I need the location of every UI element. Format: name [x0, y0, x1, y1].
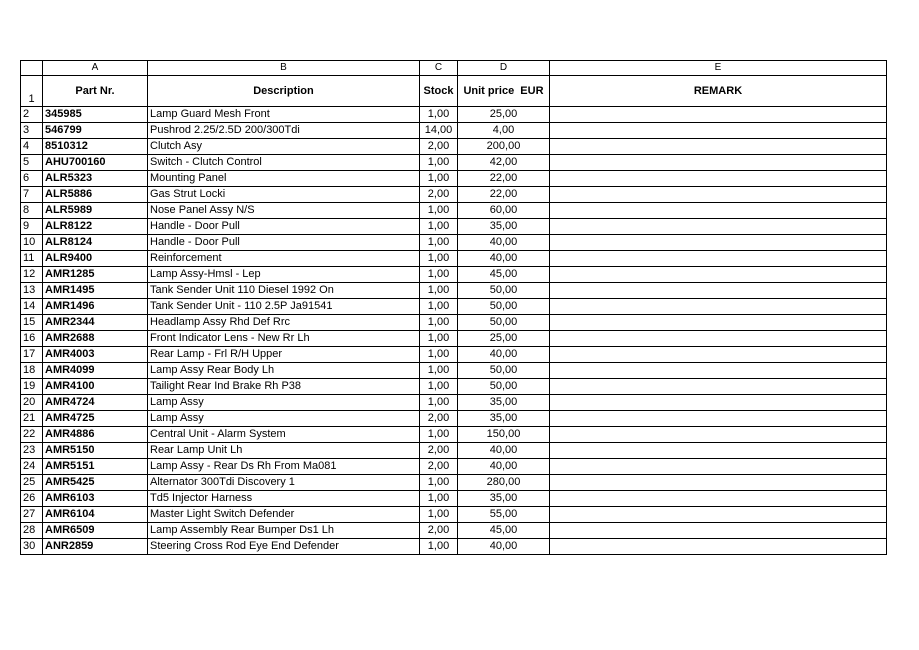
part-number-cell: ALR9400 — [43, 251, 148, 267]
stock-cell: 1,00 — [420, 203, 458, 219]
part-number-cell: ALR5989 — [43, 203, 148, 219]
row-number: 14 — [21, 299, 43, 315]
row-number: 11 — [21, 251, 43, 267]
remark-cell — [550, 187, 887, 203]
row-number: 4 — [21, 139, 43, 155]
description-cell: Front Indicator Lens - New Rr Lh — [148, 331, 420, 347]
part-number-cell: ALR5886 — [43, 187, 148, 203]
description-cell: Clutch Asy — [148, 139, 420, 155]
table-row — [21, 235, 887, 251]
description-cell: Lamp Assy Rear Body Lh — [148, 363, 420, 379]
description-cell: Rear Lamp Unit Lh — [148, 443, 420, 459]
unit-price-cell: 50,00 — [458, 315, 550, 331]
row-number: 21 — [21, 411, 43, 427]
description-cell: Lamp Assy — [148, 411, 420, 427]
column-letter-b: B — [148, 61, 420, 76]
row-number: 17 — [21, 347, 43, 363]
remark-cell — [550, 427, 887, 443]
stock-cell: 1,00 — [420, 379, 458, 395]
part-number-cell: 8510312 — [43, 139, 148, 155]
stock-header: Stock — [420, 76, 458, 107]
description-cell: Gas Strut Locki — [148, 187, 420, 203]
table-row — [21, 139, 887, 155]
table-row — [21, 219, 887, 235]
remark-cell — [550, 315, 887, 331]
row-number: 13 — [21, 283, 43, 299]
remark-cell — [550, 539, 887, 555]
description-header: Description — [148, 76, 420, 107]
part-number-cell: AMR4886 — [43, 427, 148, 443]
corner-cell — [21, 61, 43, 76]
row-number: 3 — [21, 123, 43, 139]
row-number: 9 — [21, 219, 43, 235]
remark-cell — [550, 347, 887, 363]
table-row — [21, 107, 887, 123]
remark-cell — [550, 507, 887, 523]
stock-cell: 2,00 — [420, 411, 458, 427]
table-row — [21, 491, 887, 507]
unit-price-cell: 45,00 — [458, 523, 550, 539]
description-cell: Handle - Door Pull — [148, 219, 420, 235]
table-row — [21, 187, 887, 203]
part-number-cell: AMR4003 — [43, 347, 148, 363]
part-number-cell: ALR8122 — [43, 219, 148, 235]
description-cell: Reinforcement — [148, 251, 420, 267]
part-number-cell: ANR2859 — [43, 539, 148, 555]
description-cell: Handle - Door Pull — [148, 235, 420, 251]
description-cell: Tank Sender Unit - 110 2.5P Ja91541 — [148, 299, 420, 315]
row-number: 25 — [21, 475, 43, 491]
description-cell: Steering Cross Rod Eye End Defender — [148, 539, 420, 555]
description-cell: Central Unit - Alarm System — [148, 427, 420, 443]
table-row — [21, 475, 887, 491]
table-row — [21, 283, 887, 299]
stock-cell: 1,00 — [420, 427, 458, 443]
stock-cell: 1,00 — [420, 219, 458, 235]
table-row — [21, 347, 887, 363]
description-cell: Headlamp Assy Rhd Def Rrc — [148, 315, 420, 331]
unit-price-cell: 35,00 — [458, 411, 550, 427]
description-cell: Lamp Assembly Rear Bumper Ds1 Lh — [148, 523, 420, 539]
row-number: 19 — [21, 379, 43, 395]
unit-price-cell: 35,00 — [458, 219, 550, 235]
description-cell: Rear Lamp - Frl R/H Upper — [148, 347, 420, 363]
table-row — [21, 299, 887, 315]
description-cell: Lamp Guard Mesh Front — [148, 107, 420, 123]
column-letter-e: E — [550, 61, 887, 76]
unit-price-cell: 280,00 — [458, 475, 550, 491]
table-row — [21, 123, 887, 139]
part-number-cell: ALR5323 — [43, 171, 148, 187]
column-letter-row — [21, 61, 887, 76]
stock-cell: 1,00 — [420, 491, 458, 507]
description-cell: Mounting Panel — [148, 171, 420, 187]
description-cell: Pushrod 2.25/2.5D 200/300Tdi — [148, 123, 420, 139]
row-number: 27 — [21, 507, 43, 523]
part-number-cell: AMR4099 — [43, 363, 148, 379]
remark-cell — [550, 171, 887, 187]
part-number-cell: 345985 — [43, 107, 148, 123]
remark-cell — [550, 379, 887, 395]
stock-cell: 2,00 — [420, 523, 458, 539]
description-cell: Nose Panel Assy N/S — [148, 203, 420, 219]
table-row — [21, 427, 887, 443]
unit-price-cell: 55,00 — [458, 507, 550, 523]
stock-cell: 1,00 — [420, 395, 458, 411]
row-number: 5 — [21, 155, 43, 171]
unit-price-cell: 40,00 — [458, 443, 550, 459]
table-row — [21, 363, 887, 379]
table-row — [21, 203, 887, 219]
stock-cell: 1,00 — [420, 299, 458, 315]
stock-cell: 1,00 — [420, 251, 458, 267]
row-number: 24 — [21, 459, 43, 475]
row-number: 22 — [21, 427, 43, 443]
part-number-cell: AMR5425 — [43, 475, 148, 491]
remark-cell — [550, 283, 887, 299]
stock-cell: 1,00 — [420, 171, 458, 187]
unit-price-header: Unit price EUR — [458, 76, 550, 107]
part-number-cell: AMR6104 — [43, 507, 148, 523]
table-row — [21, 443, 887, 459]
table-row — [21, 507, 887, 523]
table-row — [21, 331, 887, 347]
remark-cell — [550, 475, 887, 491]
table-row — [21, 539, 887, 555]
row-number: 30 — [21, 539, 43, 555]
remark-cell — [550, 123, 887, 139]
stock-cell: 14,00 — [420, 123, 458, 139]
stock-cell: 2,00 — [420, 443, 458, 459]
table-row — [21, 395, 887, 411]
table-row — [21, 251, 887, 267]
part-number-cell: AMR1496 — [43, 299, 148, 315]
row-number: 26 — [21, 491, 43, 507]
stock-cell: 1,00 — [420, 363, 458, 379]
part-number-cell: AHU700160 — [43, 155, 148, 171]
row-number: 20 — [21, 395, 43, 411]
unit-price-cell: 60,00 — [458, 203, 550, 219]
stock-cell: 1,00 — [420, 347, 458, 363]
part-number-cell: AMR5151 — [43, 459, 148, 475]
description-cell: Tailight Rear Ind Brake Rh P38 — [148, 379, 420, 395]
row-number: 8 — [21, 203, 43, 219]
row-number: 18 — [21, 363, 43, 379]
row-number: 15 — [21, 315, 43, 331]
remark-cell — [550, 251, 887, 267]
row-number: 28 — [21, 523, 43, 539]
part-number-cell: ALR8124 — [43, 235, 148, 251]
table-row — [21, 315, 887, 331]
part-number-cell: AMR4100 — [43, 379, 148, 395]
header-row — [21, 76, 887, 107]
remark-cell — [550, 155, 887, 171]
description-cell: Alternator 300Tdi Discovery 1 — [148, 475, 420, 491]
stock-cell: 1,00 — [420, 475, 458, 491]
row-number: 10 — [21, 235, 43, 251]
table-row — [21, 523, 887, 539]
part-number-cell: AMR6103 — [43, 491, 148, 507]
remark-cell — [550, 395, 887, 411]
unit-price-cell: 50,00 — [458, 283, 550, 299]
remark-cell — [550, 523, 887, 539]
table-row — [21, 459, 887, 475]
table-row — [21, 155, 887, 171]
stock-cell: 1,00 — [420, 507, 458, 523]
unit-price-cell: 22,00 — [458, 171, 550, 187]
unit-price-cell: 35,00 — [458, 395, 550, 411]
unit-price-cell: 50,00 — [458, 299, 550, 315]
stock-cell: 1,00 — [420, 539, 458, 555]
stock-cell: 1,00 — [420, 283, 458, 299]
unit-price-cell: 50,00 — [458, 379, 550, 395]
table-row — [21, 171, 887, 187]
unit-price-cell: 40,00 — [458, 251, 550, 267]
remark-cell — [550, 459, 887, 475]
part-number-cell: AMR1495 — [43, 283, 148, 299]
unit-price-cell: 45,00 — [458, 267, 550, 283]
description-cell: Switch - Clutch Control — [148, 155, 420, 171]
unit-price-cell: 50,00 — [458, 363, 550, 379]
stock-cell: 2,00 — [420, 139, 458, 155]
description-cell: Lamp Assy - Rear Ds Rh From Ma081 — [148, 459, 420, 475]
row-number: 16 — [21, 331, 43, 347]
table-row — [21, 379, 887, 395]
unit-price-cell: 42,00 — [458, 155, 550, 171]
part-number-cell: AMR1285 — [43, 267, 148, 283]
table-row — [21, 267, 887, 283]
part-nr-header: Part Nr. — [43, 76, 148, 107]
row-number: 12 — [21, 267, 43, 283]
row-number: 1 — [21, 76, 43, 107]
description-cell: Lamp Assy — [148, 395, 420, 411]
part-number-cell: AMR2688 — [43, 331, 148, 347]
row-number: 6 — [21, 171, 43, 187]
remark-cell — [550, 107, 887, 123]
row-number: 7 — [21, 187, 43, 203]
parts-table — [20, 60, 887, 555]
remark-cell — [550, 443, 887, 459]
stock-cell: 1,00 — [420, 155, 458, 171]
description-cell: Td5 Injector Harness — [148, 491, 420, 507]
column-letter-d: D — [458, 61, 550, 76]
unit-price-cell: 40,00 — [458, 459, 550, 475]
remark-cell — [550, 267, 887, 283]
unit-price-cell: 40,00 — [458, 235, 550, 251]
remark-cell — [550, 235, 887, 251]
row-number: 2 — [21, 107, 43, 123]
stock-cell: 2,00 — [420, 187, 458, 203]
part-number-cell: AMR6509 — [43, 523, 148, 539]
unit-price-cell: 22,00 — [458, 187, 550, 203]
remark-cell — [550, 491, 887, 507]
remark-cell — [550, 139, 887, 155]
unit-price-cell: 25,00 — [458, 331, 550, 347]
unit-price-cell: 35,00 — [458, 491, 550, 507]
part-number-cell: AMR4724 — [43, 395, 148, 411]
description-cell: Tank Sender Unit 110 Diesel 1992 On — [148, 283, 420, 299]
remark-cell — [550, 331, 887, 347]
table-row — [21, 411, 887, 427]
row-number: 23 — [21, 443, 43, 459]
description-cell: Lamp Assy-Hmsl - Lep — [148, 267, 420, 283]
stock-cell: 1,00 — [420, 235, 458, 251]
part-number-cell: AMR4725 — [43, 411, 148, 427]
unit-price-cell: 150,00 — [458, 427, 550, 443]
unit-price-cell: 200,00 — [458, 139, 550, 155]
unit-price-cell: 4,00 — [458, 123, 550, 139]
stock-cell: 1,00 — [420, 315, 458, 331]
unit-price-cell: 40,00 — [458, 539, 550, 555]
stock-cell: 1,00 — [420, 267, 458, 283]
stock-cell: 1,00 — [420, 331, 458, 347]
remark-cell — [550, 219, 887, 235]
remark-cell — [550, 203, 887, 219]
remark-cell — [550, 363, 887, 379]
part-number-cell: AMR2344 — [43, 315, 148, 331]
column-letter-a: A — [43, 61, 148, 76]
remark-cell — [550, 299, 887, 315]
part-number-cell: 546799 — [43, 123, 148, 139]
remark-header: REMARK — [550, 76, 887, 107]
description-cell: Master Light Switch Defender — [148, 507, 420, 523]
unit-price-cell: 25,00 — [458, 107, 550, 123]
stock-cell: 2,00 — [420, 459, 458, 475]
column-letter-c: C — [420, 61, 458, 76]
part-number-cell: AMR5150 — [43, 443, 148, 459]
remark-cell — [550, 411, 887, 427]
unit-price-cell: 40,00 — [458, 347, 550, 363]
stock-cell: 1,00 — [420, 107, 458, 123]
